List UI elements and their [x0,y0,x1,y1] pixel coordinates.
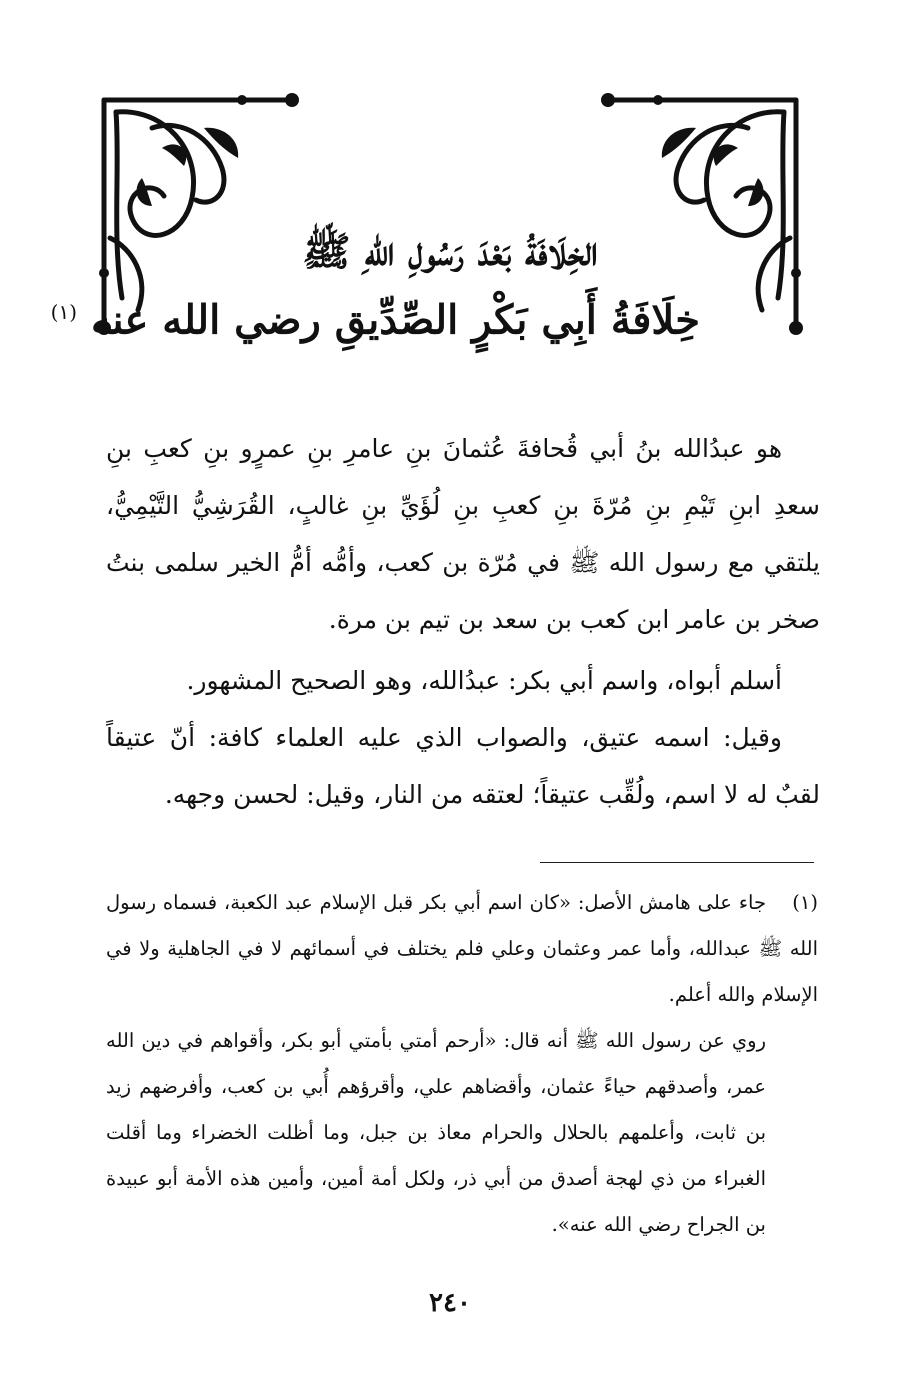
footnote-separator [540,862,814,863]
subtitle-text: خِلَافَةُ أَبِي بَكْرٍ الصِّدِّيقِ رضي الله عنه [90,296,700,344]
page-number: ٢٤٠ [429,1288,471,1318]
chapter-heading [50,222,700,350]
paragraph-name: أسلم أبواه، واسم أبي بكر: عبدُالله، وهو الصحيح المشهور. [186,666,782,695]
paragraph-lineage: هو عبدُالله بنُ أبي قُحافةَ عُثمانَ بنِ عامرِ بنِ عمرٍو بنِ كعبِ بنِ سعدِ ابنِ تَيْمِ بنِ مُرّةَ بنِ كعبِ بنِ لُؤَيِّ بنِ غالبٍ، القُرَشِيُّ التَّيْمِيُّ، يلتقي مع رسول الله ﷺ في مُرّة بن كعب، وأمُّه أمُّ الخير سلمى بنتُ صخر بن عامر ابن كعب بن سعد بن تيم بن مرة. [106,434,820,634]
footnote-1-text: جاء على هامش الأصل: «كان اسم أبي بكر قبل الإسلام عبد الكعبة، فسماه رسول الله ﷺ عبدالله، وأما عمر وعثمان وعلي فلم يختلف في أسمائهم لا في الجاهلية ولا في الإسلام والله أعلم. [106,891,818,1006]
footnote-ref: (١) [50,300,77,324]
footnote-1 [106,880,818,1018]
chapter-title: الخِلَافَةُ بَعْدَ رَسُولِ اللهِ ﷺ [302,228,598,275]
paragraph-atiq: وقيل: اسمه عتيق، والصواب الذي عليه العلماء كافة: أنّ عتيقاً لقبٌ له لا اسم، ولُقِّب عتيقاً؛ لعتقه من النار، وقيل: لحسن وجهه. [106,723,820,809]
footnotes [106,880,818,1248]
footnote-marker: (١) [792,891,818,914]
main-text [106,420,820,823]
chapter-subtitle [50,282,700,350]
footnote-1-continuation: روي عن رسول الله ﷺ أنه قال: «أرحم أمتي بأمتي أبو بكر، وأقواهم في دين الله عمر، وأصدقهم حياءً عثمان، وأقضاهم علي، وأقرؤهم أُبي بن كعب، وأفرضهم زيد بن ثابت، وأعلمهم بالحلال والحرام معاذ بن جبل، وما أظلت الخضراء وما أقلت الغبراء من ذي لهجة أصدق من أبي ذر، ولكل أمة أمين، وأمين هذه الأمة أبو عبيدة بن الجراح رضي الله عنه». [106,1029,766,1236]
